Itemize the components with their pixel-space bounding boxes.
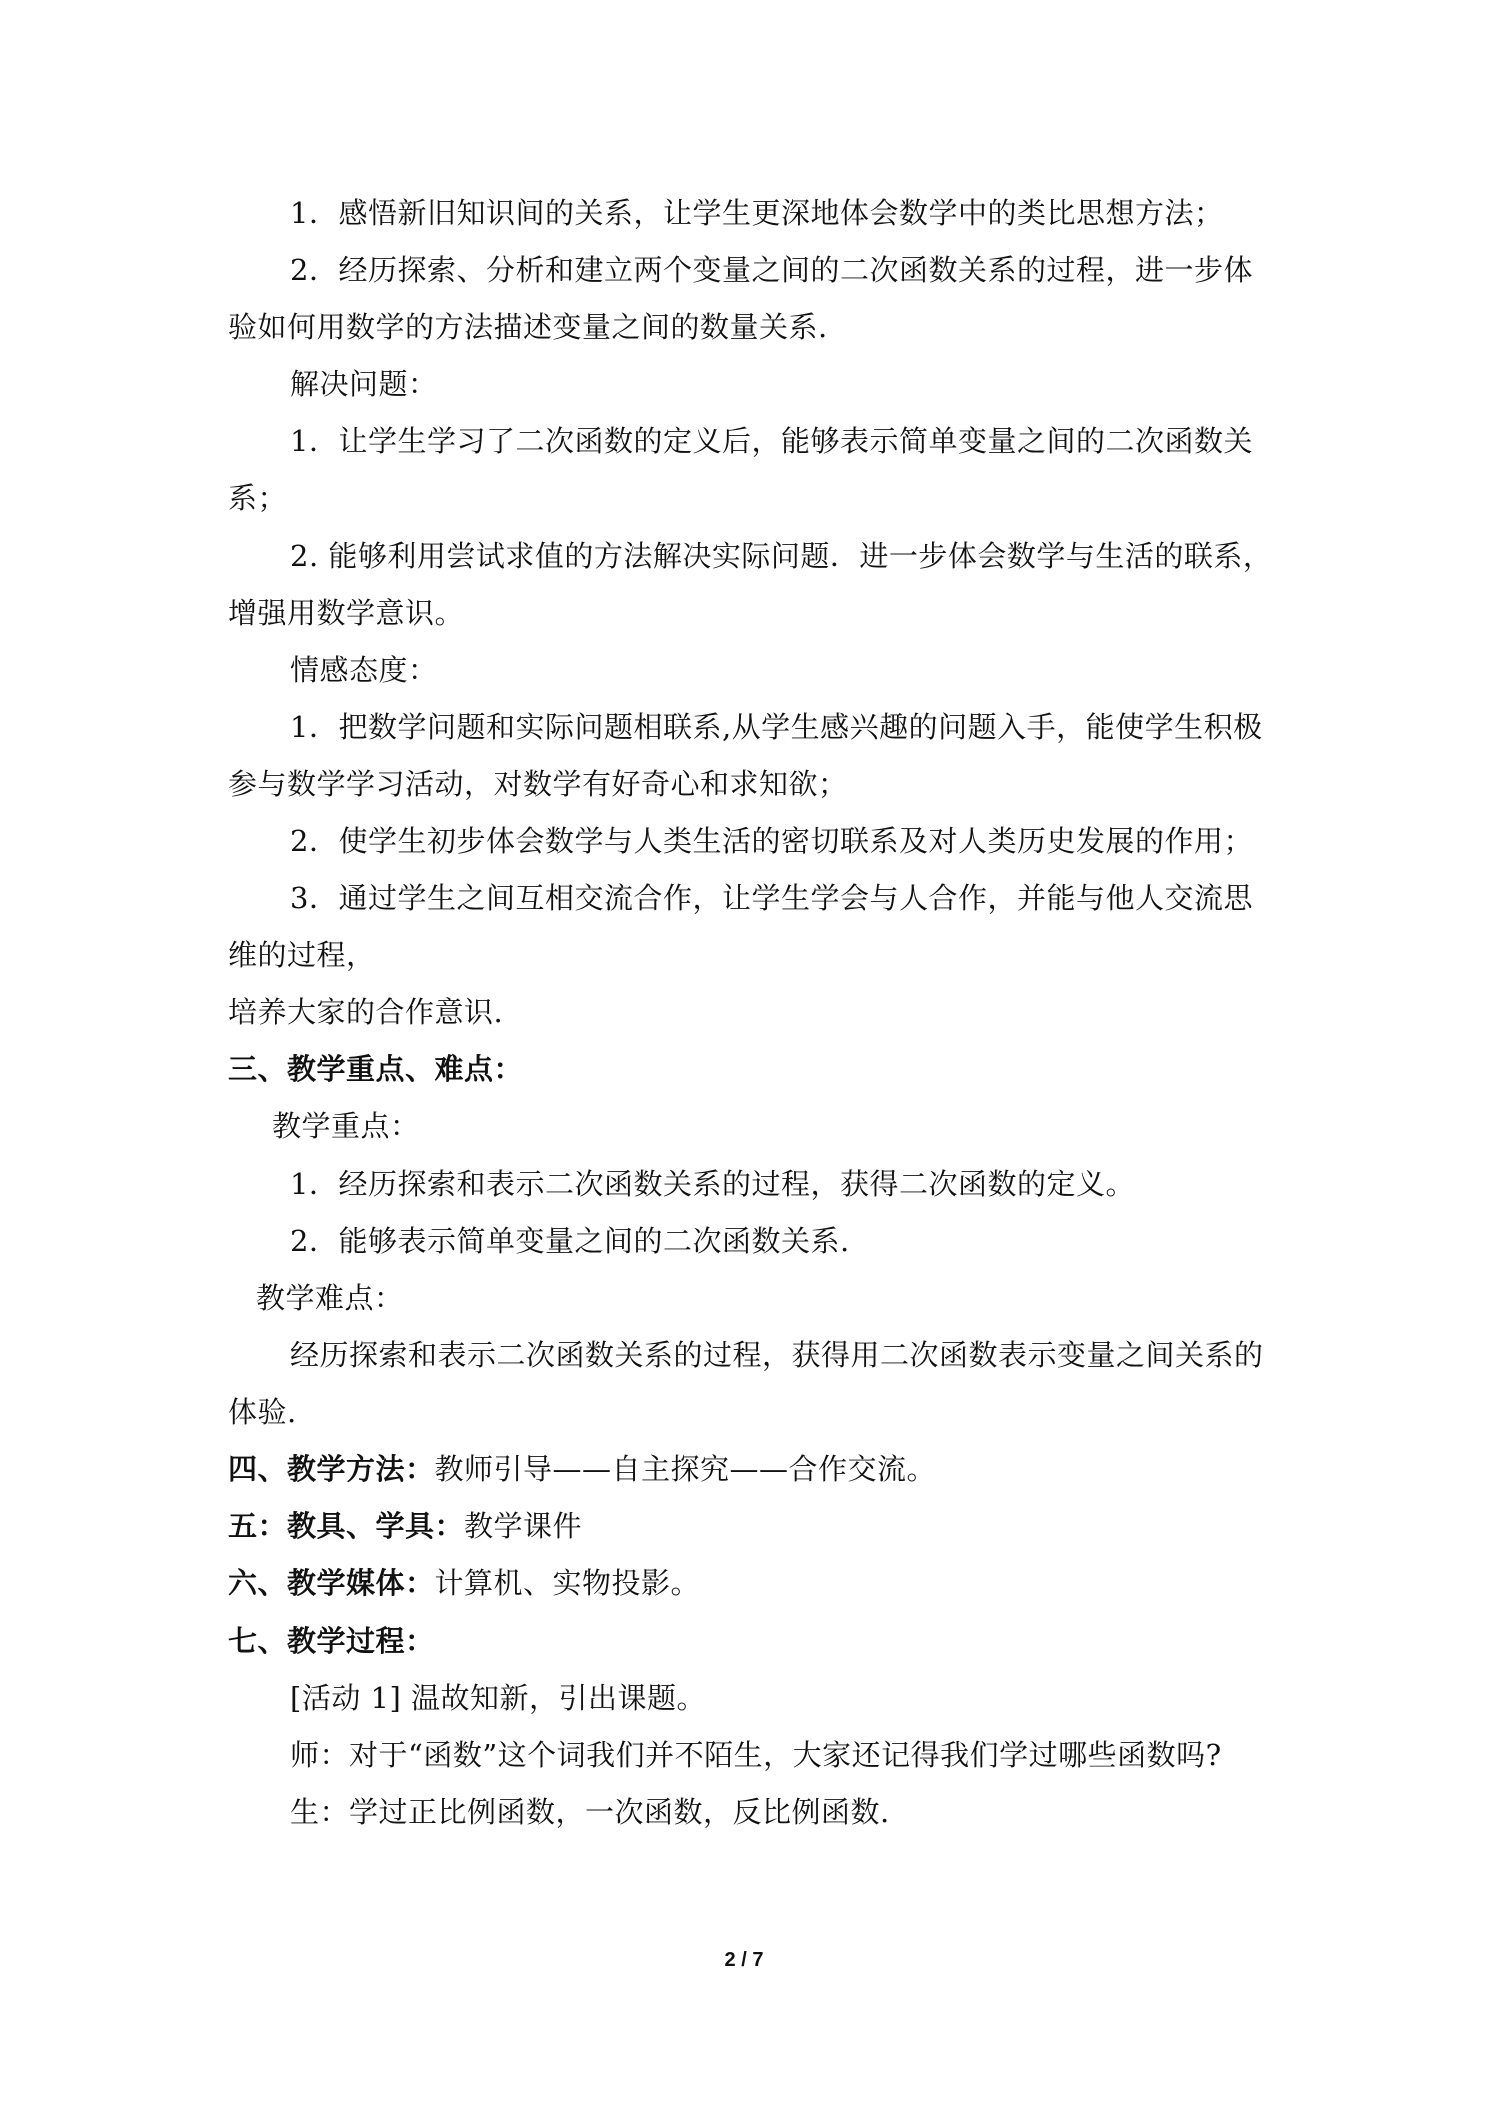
goal-item-2-line1: 2．经历探索、分析和建立两个变量之间的二次函数关系的过程，进一步体 [290,253,1253,287]
section-6-text: 计算机、实物投影。 [434,1566,701,1600]
section-4 [228,1449,936,1489]
key-point-2: 2．能够表示简单变量之间的二次函数关系. [290,1224,850,1258]
solve-item-2-line1: 2. 能够利用尝试求值的方法解决实际问题．进一步体会数学与生活的联系， [290,539,1273,573]
emotion-item-3-line3: 培养大家的合作意识. [228,995,504,1029]
key-points-heading: 教学重点： [272,1109,420,1143]
teacher-dialogue: 师：对于“函数”这个词我们并不陌生，大家还记得我们学过哪些函数吗? [290,1738,1222,1772]
section-5 [228,1506,582,1546]
difficult-point-line2: 体验. [228,1395,297,1429]
student-dialogue: 生：学过正比例函数，一次函数，反比例函数. [290,1795,890,1829]
section-4-text: 教师引导——自主探究——合作交流。 [434,1452,937,1486]
emotion-item-3-line1: 3．通过学生之间互相交流合作，让学生学会与人合作，并能与他人交流思 [290,881,1253,915]
section-7-heading: 七、教学过程： [228,1624,435,1658]
section-6-label: 六、教学媒体： [228,1566,435,1600]
section-5-label: 五：教具、学具： [228,1509,465,1543]
difficult-point-line1: 经历探索和表示二次函数关系的过程，获得用二次函数表示变量之间关系的 [290,1338,1264,1372]
section-4-label: 四、教学方法： [228,1452,435,1486]
section-6 [228,1563,700,1603]
goal-item-2-line2: 验如何用数学的方法描述变量之间的数量关系. [228,310,828,344]
goal-item-1: 1．感悟新旧知识间的关系，让学生更深地体会数学中的类比思想方法； [290,196,1224,230]
section-5-text: 教学课件 [464,1509,583,1543]
section-3-heading: 三、教学重点、难点： [228,1052,524,1086]
activity-1: [活动 1] 温故知新，引出课题。 [290,1681,707,1715]
solve-item-1-line2: 系； [228,481,288,515]
difficult-points-heading: 教学难点： [256,1281,404,1315]
emotion-item-3-line2: 维的过程， [228,938,376,972]
key-point-1: 1．经历探索和表示二次函数关系的过程，获得二次函数的定义。 [290,1167,1135,1201]
page-number: 2 / 7 [724,1949,764,1971]
emotion-item-1-line1: 1．把数学问题和实际问题相联系,从学生感兴趣的问题入手，能使学生积极 [290,710,1263,744]
emotion-item-1-line2: 参与数学学习活动，对数学有好奇心和求知欲； [228,767,848,801]
solve-problems-heading: 解决问题： [290,367,438,401]
emotion-attitude-heading: 情感态度： [290,653,438,687]
solve-item-1-line1: 1．让学生学习了二次函数的定义后，能够表示简单变量之间的二次函数关 [290,424,1253,458]
emotion-item-2: 2．使学生初步体会数学与人类生活的密切联系及对人类历史发展的作用； [290,824,1253,858]
solve-item-2-line2: 增强用数学意识。 [228,596,465,630]
